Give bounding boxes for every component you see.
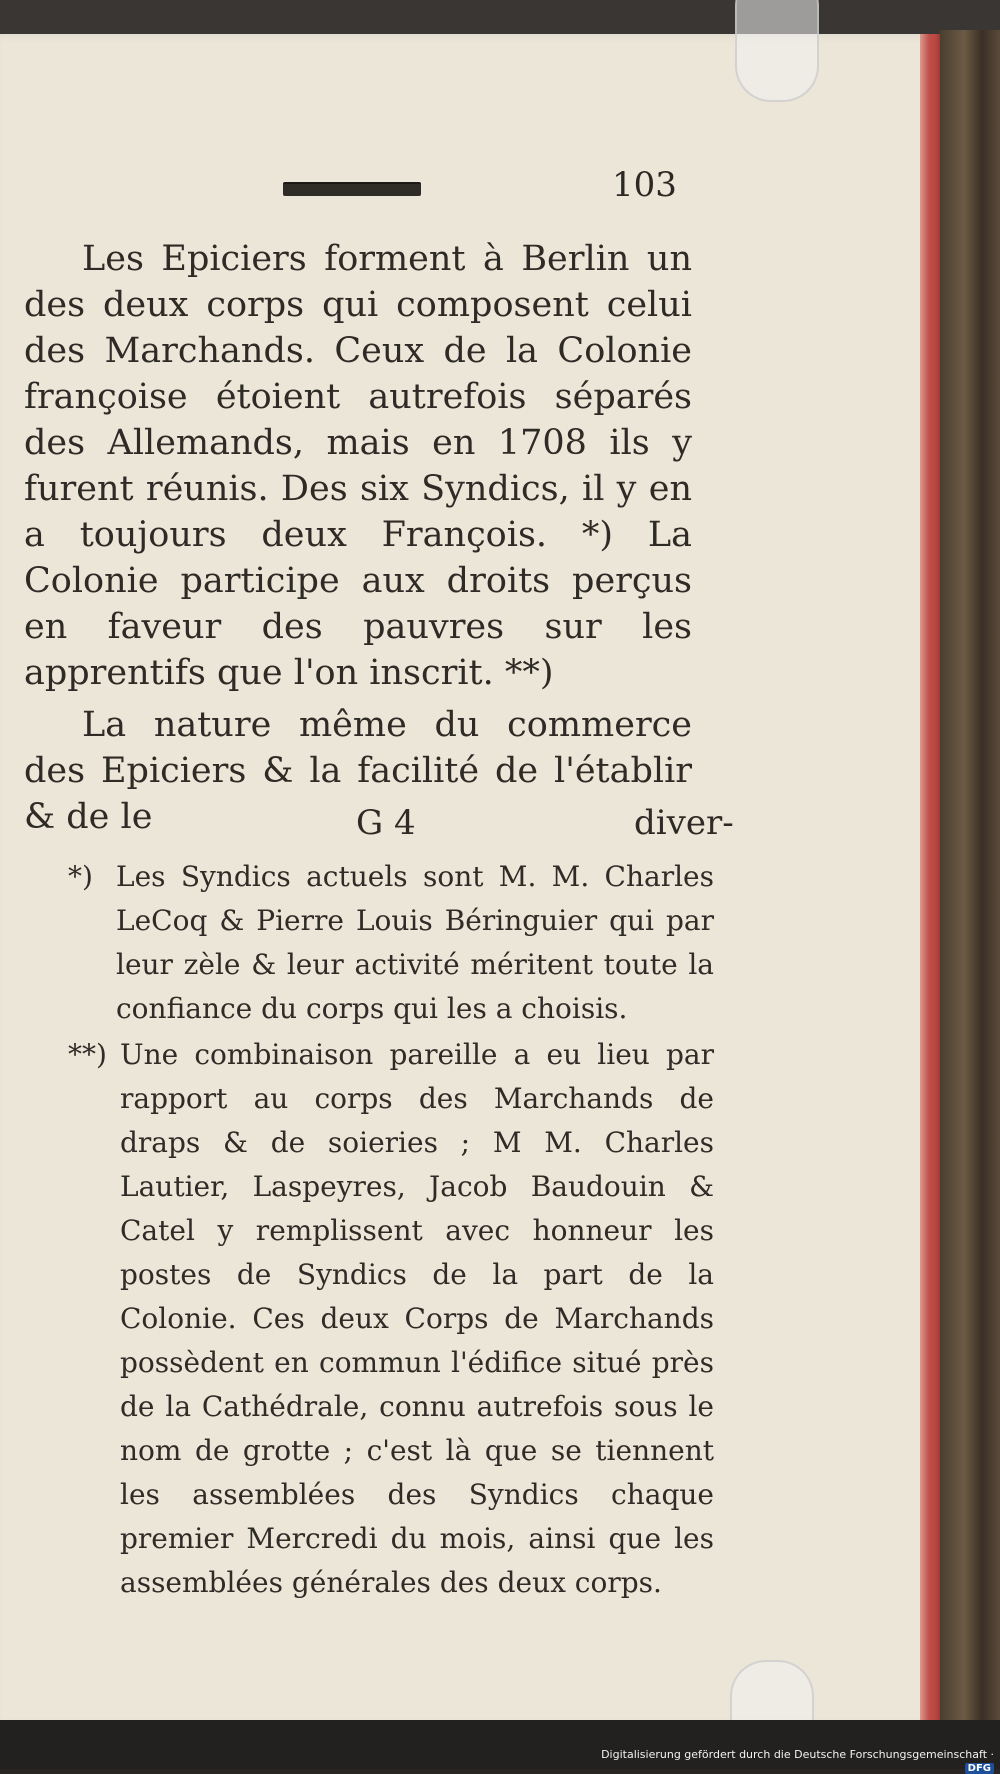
- book-cover-edge: [940, 30, 1000, 1730]
- footnote-2: [68, 1033, 714, 1605]
- page-edge-red: [920, 34, 940, 1726]
- catchword: diver-: [634, 803, 734, 843]
- signature-mark: G 4: [356, 803, 416, 843]
- footnote-1: [68, 855, 714, 1031]
- body-paragraph-2: La nature même du commerce des Epiciers & la facilité de l'établir & de le: [24, 705, 692, 837]
- footnote-marker: *): [68, 860, 93, 893]
- digitization-credit: [600, 1748, 994, 1774]
- credit-text: Digitalisierung gefördert durch die Deutsche Forschungsgemeinschaft ·: [601, 1748, 994, 1761]
- header-ornament-rule: [283, 182, 421, 196]
- body-paragraph-1: Les Epiciers forment à Berlin un des deux corps qui composent celui des Marchands. Ceux de la Colonie françoise étoient autrefois séparés des Allemands, mais en 1708 ils y furent réunis. Des six Syndics, il y en a toujours deux François. *) La Colonie participe aux droits perçus en faveur des pauvres sur les apprentifs que l'on inscrit. **): [24, 239, 692, 693]
- main-text: [24, 236, 692, 840]
- dfg-logo: DFG: [965, 1763, 994, 1774]
- footnotes: [68, 855, 714, 1607]
- footnote-marker: **): [68, 1038, 107, 1071]
- page-number: 103: [612, 165, 677, 205]
- page-holder-clip-top: [735, 0, 819, 102]
- footnote-text: Les Syndics actuels sont M. M. Charles LeCoq & Pierre Louis Béringuier qui par leur zèle & leur activité méritent toute la confiance du corps qui les a choisis.: [116, 860, 714, 1025]
- footnote-text: Une combinaison pareille a eu lieu par rapport au corps des Marchands de draps & de soieries ; M M. Charles Lautier, Laspeyres, Jacob Baudouin & Catel y remplissent avec honneur les postes de Syndics de la part de la Colonie. Ces deux Corps de Marchands possèdent en commun l'édifice situé près de la Cathédrale, connu autrefois sous le nom de grotte ; c'est là que se tiennent les assemblées des Syndics chaque premier Mercredi du mois, ainsi que les assemblées générales des deux corps.: [120, 1038, 714, 1599]
